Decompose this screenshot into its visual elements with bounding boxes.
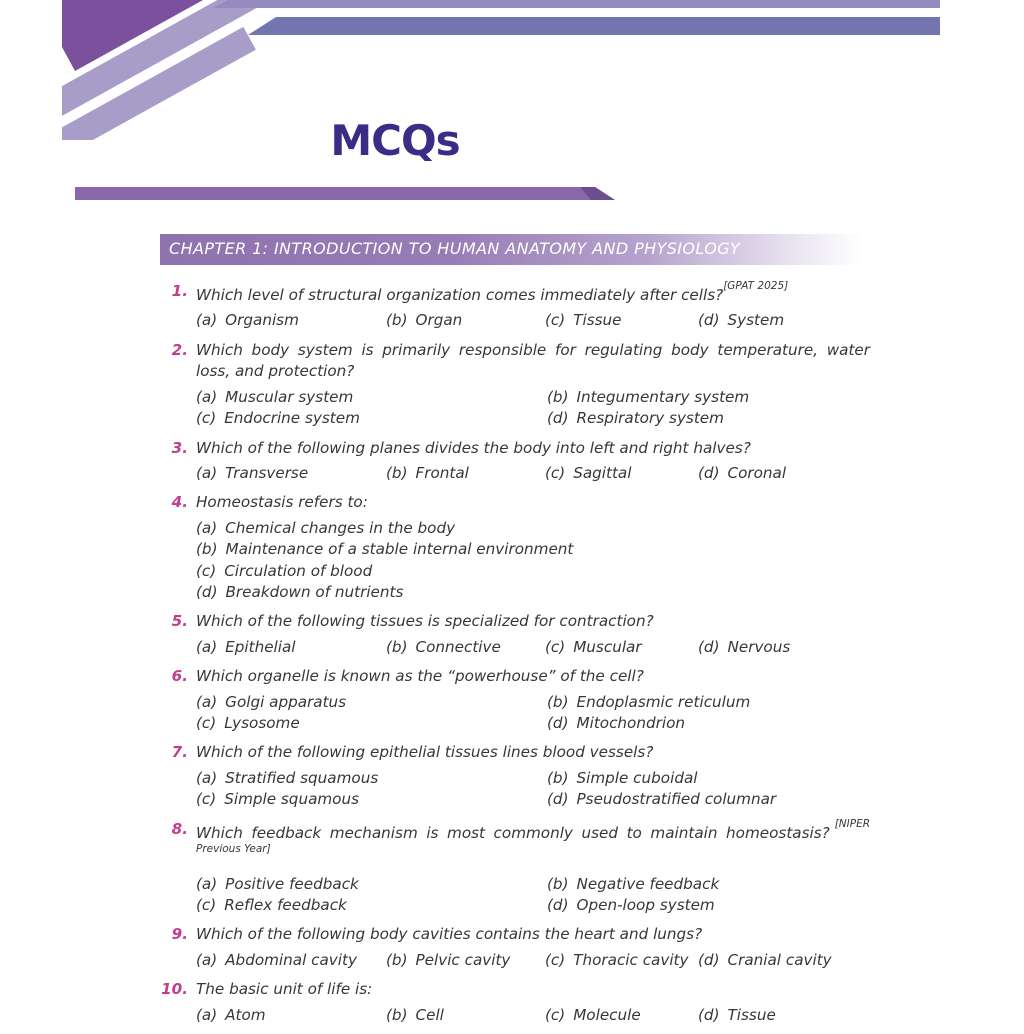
question-text: Which level of structural organization comes immediately after cells?[GPAT 2025]	[196, 280, 789, 305]
question-text: Which of the following body cavities contains the heart and lungs?	[196, 925, 703, 944]
option-c: (c) Circulation of blood	[196, 561, 373, 580]
option-b: (b) Maintenance of a stable internal environment	[196, 540, 574, 559]
chapter-banner	[160, 234, 876, 265]
title-underline-bar	[75, 187, 615, 200]
option-d: (d) System	[698, 311, 785, 330]
option-c: (c) Molecule	[545, 1005, 641, 1024]
question-3	[158, 438, 870, 485]
option-a: (a) Stratified squamous	[196, 768, 379, 787]
question-number: 9.	[171, 925, 188, 944]
option-b: (b) Simple cuboidal	[547, 768, 698, 787]
question-number: 3.	[171, 438, 188, 457]
option-a: (a) Atom	[196, 1005, 266, 1024]
option-d: (d) Mitochondrion	[547, 713, 685, 732]
option-d: (d) Pseudostratified columnar	[547, 790, 777, 809]
question-text: Which of the following planes divides the body into left and right halves?	[196, 438, 751, 457]
option-d: (d) Open-loop system	[547, 895, 715, 914]
question-6	[158, 666, 870, 734]
top-bar-blue	[248, 17, 940, 35]
option-b: (b) Organ	[386, 311, 463, 330]
option-d: (d) Respiratory system	[547, 409, 724, 428]
option-a: (a) Organism	[196, 311, 299, 330]
question-tag: [NIPER Previous Year]	[196, 817, 870, 856]
option-d: (d) Coronal	[698, 463, 787, 482]
option-c: (c) Muscular	[545, 637, 642, 656]
question-text: Which organelle is known as the “powerhouse” of the cell?	[196, 667, 644, 686]
option-d: (d) Tissue	[698, 1005, 776, 1024]
question-list	[158, 281, 870, 1034]
page-title: MCQs	[330, 116, 460, 165]
option-c: (c) Simple squamous	[196, 790, 359, 809]
option-d: (d) Breakdown of nutrients	[196, 582, 404, 601]
question-number: 10.	[161, 980, 188, 999]
option-b: (b) Pelvic cavity	[386, 950, 511, 969]
option-d: (d) Cranial cavity	[698, 950, 832, 969]
question-10	[158, 979, 870, 1026]
option-c: (c) Tissue	[545, 311, 622, 330]
option-b: (b) Endoplasmic reticulum	[547, 692, 751, 711]
option-c: (c) Sagittal	[545, 463, 632, 482]
option-a: (a) Positive feedback	[196, 874, 359, 893]
option-c: (c) Lysosome	[196, 713, 300, 732]
option-a: (a) Golgi apparatus	[196, 692, 347, 711]
question-4	[158, 492, 870, 603]
option-c: (c) Reflex feedback	[196, 895, 347, 914]
option-b: (b) Negative feedback	[547, 874, 720, 893]
corner-wedge-shape	[62, 0, 282, 100]
top-bar-light	[213, 0, 940, 8]
question-text: Which feedback mechanism is most commonly used to maintain homeostasis?[NIPER Previous Year]	[196, 817, 870, 856]
question-8	[158, 819, 870, 917]
question-9	[158, 924, 870, 971]
option-a: (a) Abdominal cavity	[196, 950, 357, 969]
question-tag: [GPAT 2025]	[723, 280, 789, 292]
chapter-banner-text: CHAPTER 1: INTRODUCTION TO HUMAN ANATOMY AND PHYSIOLOGY	[169, 239, 741, 258]
option-a: (a) Transverse	[196, 463, 309, 482]
question-text: The basic unit of life is:	[196, 980, 373, 999]
option-a: (a) Epithelial	[196, 637, 296, 656]
option-c: (c) Endocrine system	[196, 409, 360, 428]
question-number: 4.	[171, 493, 188, 512]
question-number: 5.	[171, 612, 188, 631]
option-a: (a) Muscular system	[196, 387, 354, 406]
diagonal-stripe	[62, 0, 261, 117]
question-text: Which of the following epithelial tissues lines blood vessels?	[196, 743, 654, 762]
option-d: (d) Nervous	[698, 637, 791, 656]
question-text: Which body system is primarily responsible for regulating body temperature, water loss, and protection?	[196, 340, 870, 381]
question-number: 1.	[171, 282, 188, 300]
question-text: Which of the following tissues is specialized for contraction?	[196, 612, 654, 631]
question-2	[158, 340, 870, 430]
question-7	[158, 742, 870, 810]
option-c: (c) Thoracic cavity	[545, 950, 689, 969]
question-number: 7.	[171, 743, 188, 762]
question-5	[158, 611, 870, 658]
option-b: (b) Cell	[386, 1005, 444, 1024]
question-number: 2.	[171, 340, 188, 359]
option-b: (b) Connective	[386, 637, 501, 656]
question-number: 6.	[171, 667, 188, 686]
question-1	[158, 281, 870, 332]
option-b: (b) Frontal	[386, 463, 469, 482]
question-number: 8.	[171, 819, 188, 838]
option-a: (a) Chemical changes in the body	[196, 518, 456, 537]
question-text: Homeostasis refers to:	[196, 493, 368, 512]
option-b: (b) Integumentary system	[547, 387, 750, 406]
